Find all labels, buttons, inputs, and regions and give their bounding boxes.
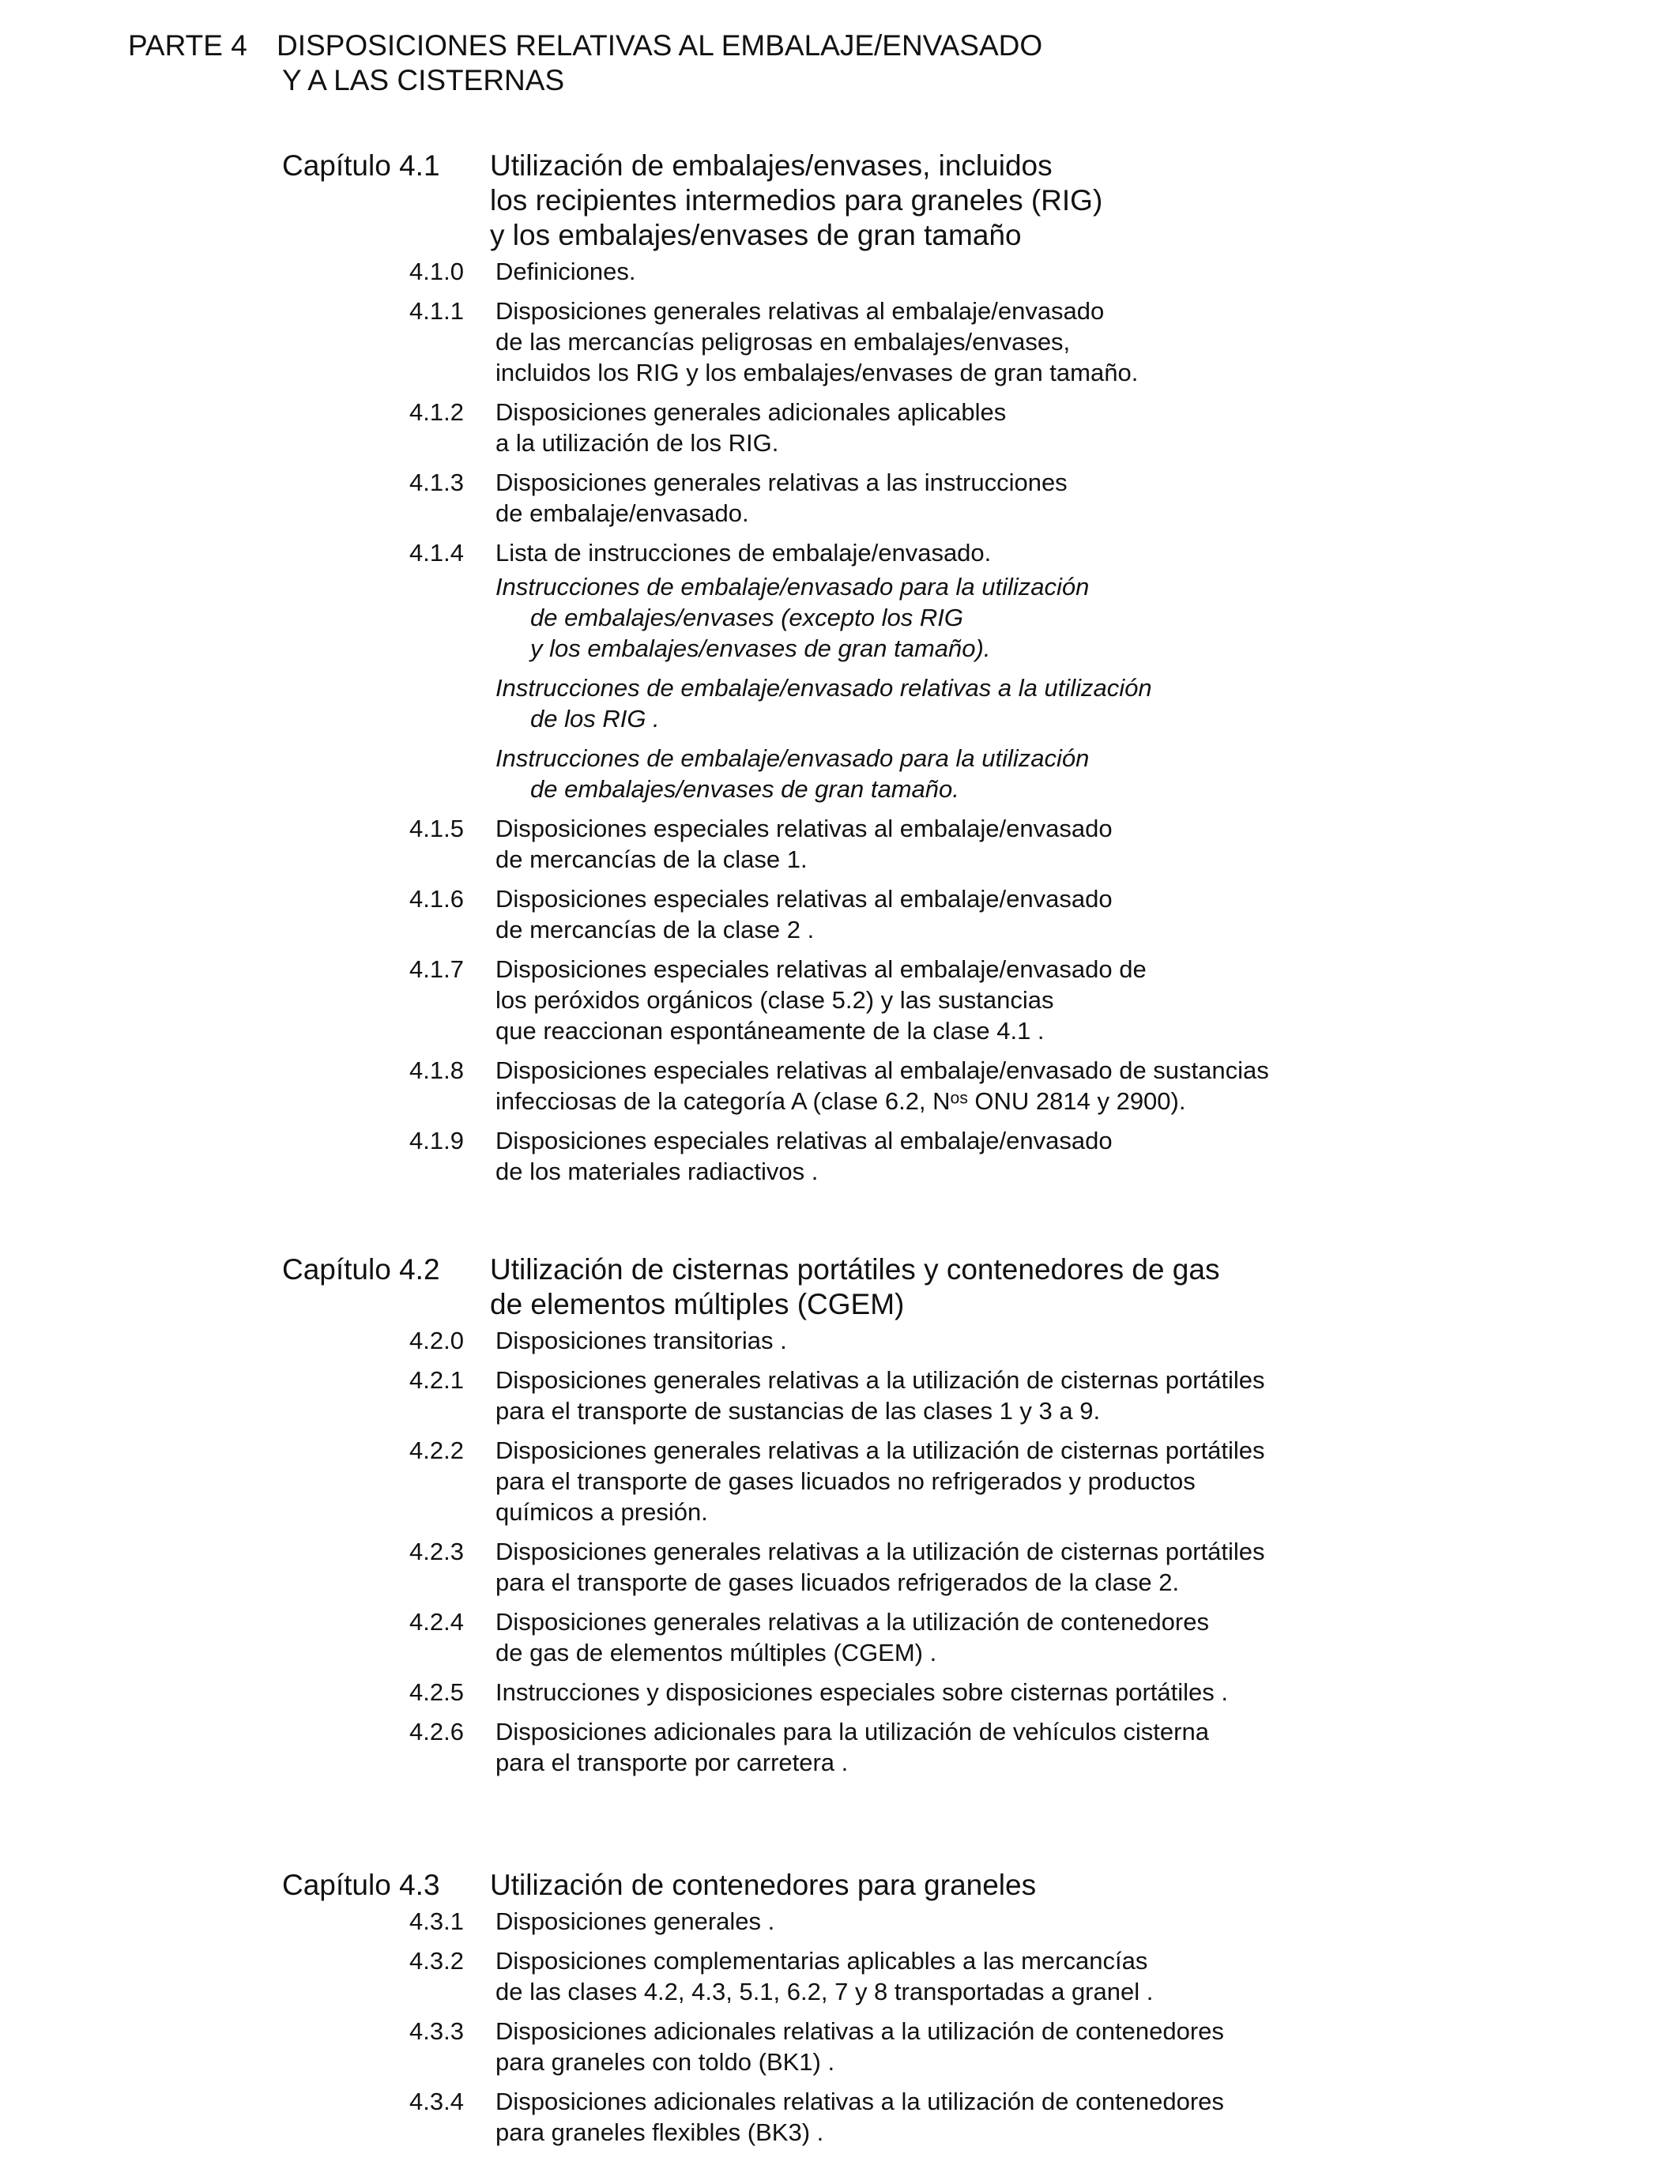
section-number: 4.2.0 [409,1327,464,1354]
section-entry [282,296,1388,388]
section-text: Disposiciones adicionales relativas a la utilización de contenedores para graneles con toldo (BK1) . [495,2017,1224,2076]
chapter-4-1 [282,149,1388,1196]
section-number: 4.2.4 [409,1608,464,1636]
section-entry [282,537,1388,568]
section-text: Disposiciones generales relativas a la utilización de cisternas portátiles para el transporte de sustancias de las clases 1 y 3 a 9. [495,1366,1265,1425]
subsection-text-first: Instrucciones de embalaje/envasado relativas a la utilización [495,674,1152,702]
subsection-entry [495,672,1388,734]
section-text: Disposiciones generales relativas al embalaje/envasado de las mercancías peligrosas en embalajes/envases, incluidos los RIG y los embalajes/envases de gran tamaño. [495,297,1139,386]
section-entry [282,1125,1388,1187]
chapter-label: Capítulo 4.3 [282,1869,440,1901]
section-number: 4.1.0 [409,258,464,285]
section-list [282,1325,1388,1778]
section-entry [282,1365,1388,1426]
part-title [128,28,1042,98]
section-number: 4.1.7 [409,955,464,983]
section-entry [282,1536,1388,1598]
section-number: 4.2.1 [409,1366,464,1394]
subsection-text-rest: de embalajes/envases de gran tamaño. [530,775,959,803]
section-entry [282,1435,1388,1527]
section-number: 4.3.2 [409,1947,464,1975]
section-number: 4.1.3 [409,469,464,496]
section-entry [282,1606,1388,1668]
section-number: 4.1.5 [409,815,464,842]
section-number: 4.2.5 [409,1678,464,1706]
section-entry [282,256,1388,287]
section-entry [282,397,1388,458]
section-text: Instrucciones y disposiciones especiales sobre cisternas portátiles . [495,1678,1229,1706]
section-entry [282,467,1388,529]
chapter-title: Utilización de cisternas portátiles y contenedores de gas de elementos múltiples (CGEM) [490,1253,1220,1320]
chapter-heading [282,149,1388,253]
section-list [282,1906,1388,2148]
section-text: Disposiciones especiales relativas al embalaje/envasado de mercancías de la clase 2 . [495,885,1113,943]
section-entry [282,2016,1388,2077]
subsection-text-rest: de los RIG . [530,705,660,732]
section-text: Disposiciones especiales relativas al embalaje/envasado de los materiales radiactivos . [495,1127,1113,1185]
section-text: Disposiciones especiales relativas al embalaje/envasado de mercancías de la clase 1. [495,815,1113,873]
section-number: 4.1.4 [409,539,464,567]
section-text: Disposiciones transitorias . [495,1327,787,1354]
chapter-4-2 [282,1252,1388,1787]
section-text: Disposiciones especiales relativas al embalaje/envasado de los peróxidos orgánicos (clase 5.2) y las sustancias que reaccionan espontáneamente de la clase 4.1 . [495,955,1147,1045]
section-entry [282,813,1388,875]
section-text: Disposiciones generales relativas a la utilización de cisternas portátiles para el transporte de gases licuados refrigerados de la clase 2. [495,1538,1265,1596]
chapter-title: Utilización de contenedores para graneles [490,1869,1037,1901]
section-number: 4.3.4 [409,2088,464,2115]
section-number: 4.1.8 [409,1056,464,1084]
section-entry [282,1055,1388,1116]
section-entry [282,1906,1388,1937]
section-entry [282,2086,1388,2148]
section-entry [282,1325,1388,1356]
section-number: 4.3.3 [409,2017,464,2045]
subsection-entry [495,571,1388,664]
chapter-heading [282,1252,1388,1322]
subsection-text-first: Instrucciones de embalaje/envasado para la utilización [495,744,1090,772]
chapter-heading [282,1868,1388,1903]
section-number: 4.2.3 [409,1538,464,1565]
section-text: Disposiciones adicionales relativas a la utilización de contenedores para graneles flexibles (BK3) . [495,2088,1224,2146]
section-text: Disposiciones especiales relativas al embalaje/envasado de sustancias infecciosas de la categoría A (clase 6.2, Nᵒˢ ONU 2814 y 2900). [495,1056,1269,1115]
section-text: Disposiciones generales relativas a la utilización de cisternas portátiles para el transporte de gases licuados no refrigerados y productos químicos a presión. [495,1437,1265,1526]
part-label: PARTE 4 [128,29,247,62]
section-text: Disposiciones generales relativas a la utilización de contenedores de gas de elementos múltiples (CGEM) . [495,1608,1209,1666]
section-number: 4.3.1 [409,1907,464,1935]
section-text: Disposiciones adicionales para la utilización de vehículos cisterna para el transporte por carretera . [495,1718,1209,1776]
section-entry [282,1945,1388,2007]
subsection-entry [495,743,1388,804]
section-list [282,256,1388,1187]
section-text: Definiciones. [495,258,636,285]
section-number: 4.1.6 [409,885,464,913]
section-entry [282,883,1388,945]
chapter-title: Utilización de embalajes/envases, incluidos los recipientes intermedios para graneles (RIG) y los embalajes/envases de gran tamaño [490,149,1103,251]
section-number: 4.2.6 [409,1718,464,1745]
chapter-4-3 [282,1868,1388,2156]
section-entry [282,954,1388,1046]
section-entry [282,1677,1388,1708]
part-title-line1: DISPOSICIONES RELATIVAS AL EMBALAJE/ENVASADO [277,29,1043,62]
section-text: Disposiciones generales . [495,1907,775,1935]
section-text: Lista de instrucciones de embalaje/envasado. [495,539,992,567]
section-entry [282,1716,1388,1778]
section-text: Disposiciones complementarias aplicables a las mercancías de las clases 4.2, 4.3, 5.1, 6.2, 7 y 8 transportadas a granel . [495,1947,1154,2005]
section-text: Disposiciones generales adicionales aplicables a la utilización de los RIG. [495,398,1007,457]
section-number: 4.2.2 [409,1437,464,1464]
part-title-line2: Y A LAS CISTERNAS [282,64,565,96]
chapter-label: Capítulo 4.2 [282,1253,440,1286]
section-number: 4.1.1 [409,297,464,325]
section-number: 4.1.9 [409,1127,464,1154]
subsection-text-rest: de embalajes/envases (excepto los RIG y los embalajes/envases de gran tamaño). [530,604,991,662]
subsection-text-first: Instrucciones de embalaje/envasado para la utilización [495,573,1090,601]
section-number: 4.1.2 [409,398,464,426]
chapter-label: Capítulo 4.1 [282,149,440,182]
section-text: Disposiciones generales relativas a las instrucciones de embalaje/envasado. [495,469,1068,527]
